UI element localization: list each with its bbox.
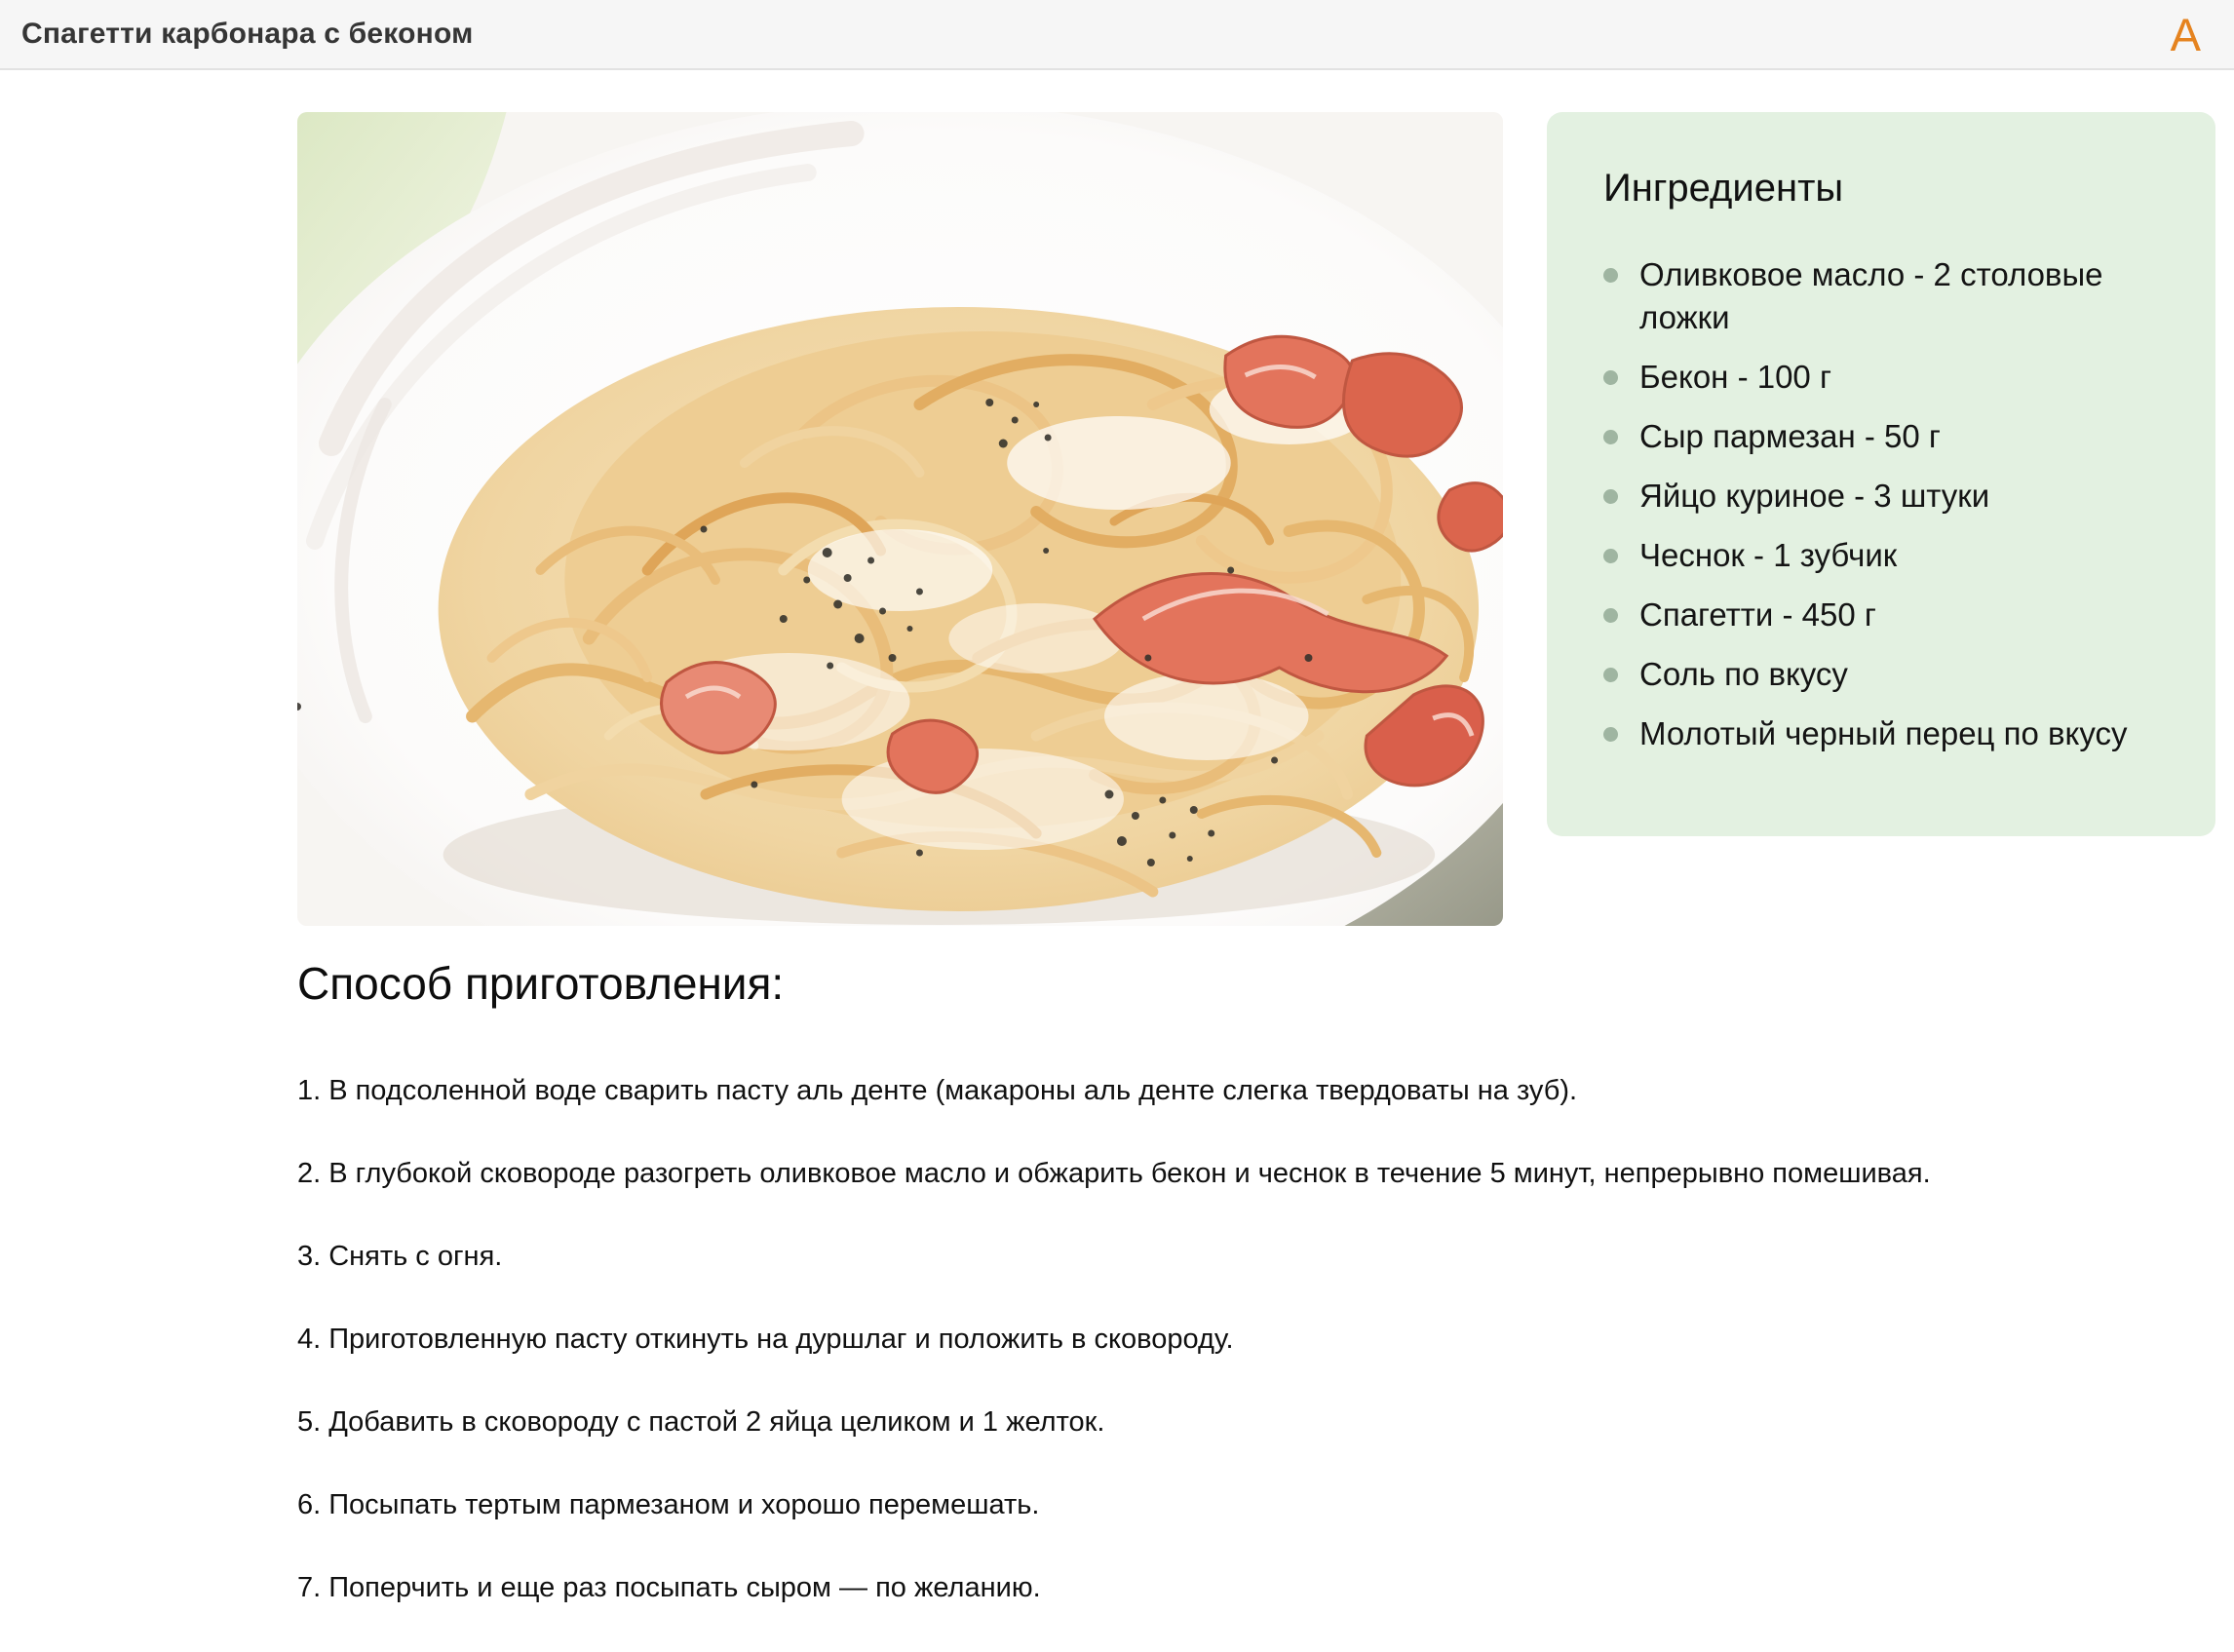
step-number: 3. [297, 1241, 322, 1272]
ingredient-item [1603, 712, 2182, 755]
ingredient-text: Бекон - 100 г [1639, 359, 1831, 395]
ingredient-item [1603, 415, 2182, 458]
ingredient-item [1603, 356, 2182, 399]
step-text: В подсоленной воде сварить пасту аль денте (макароны аль денте слегка твердоваты на зуб). [328, 1075, 1578, 1106]
page-title: Спагетти карбонара с беконом [21, 18, 474, 50]
ingredient-text: Молотый черный перец по вкусу [1639, 715, 2128, 751]
bullet-icon [1603, 268, 1618, 283]
method-step [297, 1155, 2178, 1193]
ingredient-item [1603, 594, 2182, 636]
step-number: 4. [297, 1324, 322, 1355]
step-text: В глубокой сковороде разогреть оливковое масло и обжарить бекон и чеснок в течение 5 минут, непрерывно помешивая. [328, 1158, 1931, 1189]
step-text: Добавить в сковороду с пастой 2 яйца целиком и 1 желток. [328, 1406, 1105, 1438]
ingredient-text: Чеснок - 1 зубчик [1639, 537, 1898, 573]
ingredient-text: Спагетти - 450 г [1639, 596, 1876, 633]
step-text: Снять с огня. [328, 1241, 503, 1272]
bullet-icon [1603, 608, 1618, 623]
ingredients-title: Ингредиенты [1603, 167, 1844, 210]
carbonara-photo-illustration [297, 112, 1503, 926]
ingredient-text: Оливковое масло - 2 столовые ложки [1639, 256, 2103, 335]
ingredient-item [1603, 653, 2182, 696]
bullet-icon [1603, 668, 1618, 682]
step-number: 2. [297, 1158, 322, 1189]
bullet-icon [1603, 430, 1618, 444]
step-number: 7. [297, 1572, 322, 1603]
method-step [297, 1072, 2178, 1110]
ingredient-item [1603, 475, 2182, 518]
method-step [297, 1569, 2178, 1607]
method-steps [297, 1072, 2178, 1652]
recipe-photo [297, 112, 1503, 926]
method-step [297, 1486, 2178, 1524]
ingredients-panel [1547, 112, 2215, 836]
bullet-icon [1603, 489, 1618, 504]
step-text: Посыпать тертым пармезаном и хорошо перемешать. [328, 1489, 1040, 1520]
header-bar [0, 0, 2234, 70]
ingredients-list [1603, 253, 2182, 755]
ingredient-text: Сыр пармезан - 50 г [1639, 418, 1941, 454]
bullet-icon [1603, 727, 1618, 742]
font-size-button[interactable]: A [2163, 12, 2209, 58]
ingredient-text: Соль по вкусу [1639, 656, 1848, 692]
step-number: 6. [297, 1489, 322, 1520]
bullet-icon [1603, 370, 1618, 385]
method-step [297, 1238, 2178, 1276]
method-step [297, 1321, 2178, 1359]
step-number: 1. [297, 1075, 322, 1106]
step-number: 5. [297, 1406, 322, 1438]
method-title: Способ приготовления: [297, 958, 785, 1009]
step-text: Поперчить и еще раз посыпать сыром — по желанию. [328, 1572, 1041, 1603]
ingredient-item [1603, 534, 2182, 577]
ingredient-text: Яйцо куриное - 3 штуки [1639, 478, 1990, 514]
step-text: Приготовленную пасту откинуть на дуршлаг и положить в сковороду. [328, 1324, 1234, 1355]
bullet-icon [1603, 549, 1618, 563]
method-step [297, 1403, 2178, 1441]
ingredient-item [1603, 253, 2182, 339]
